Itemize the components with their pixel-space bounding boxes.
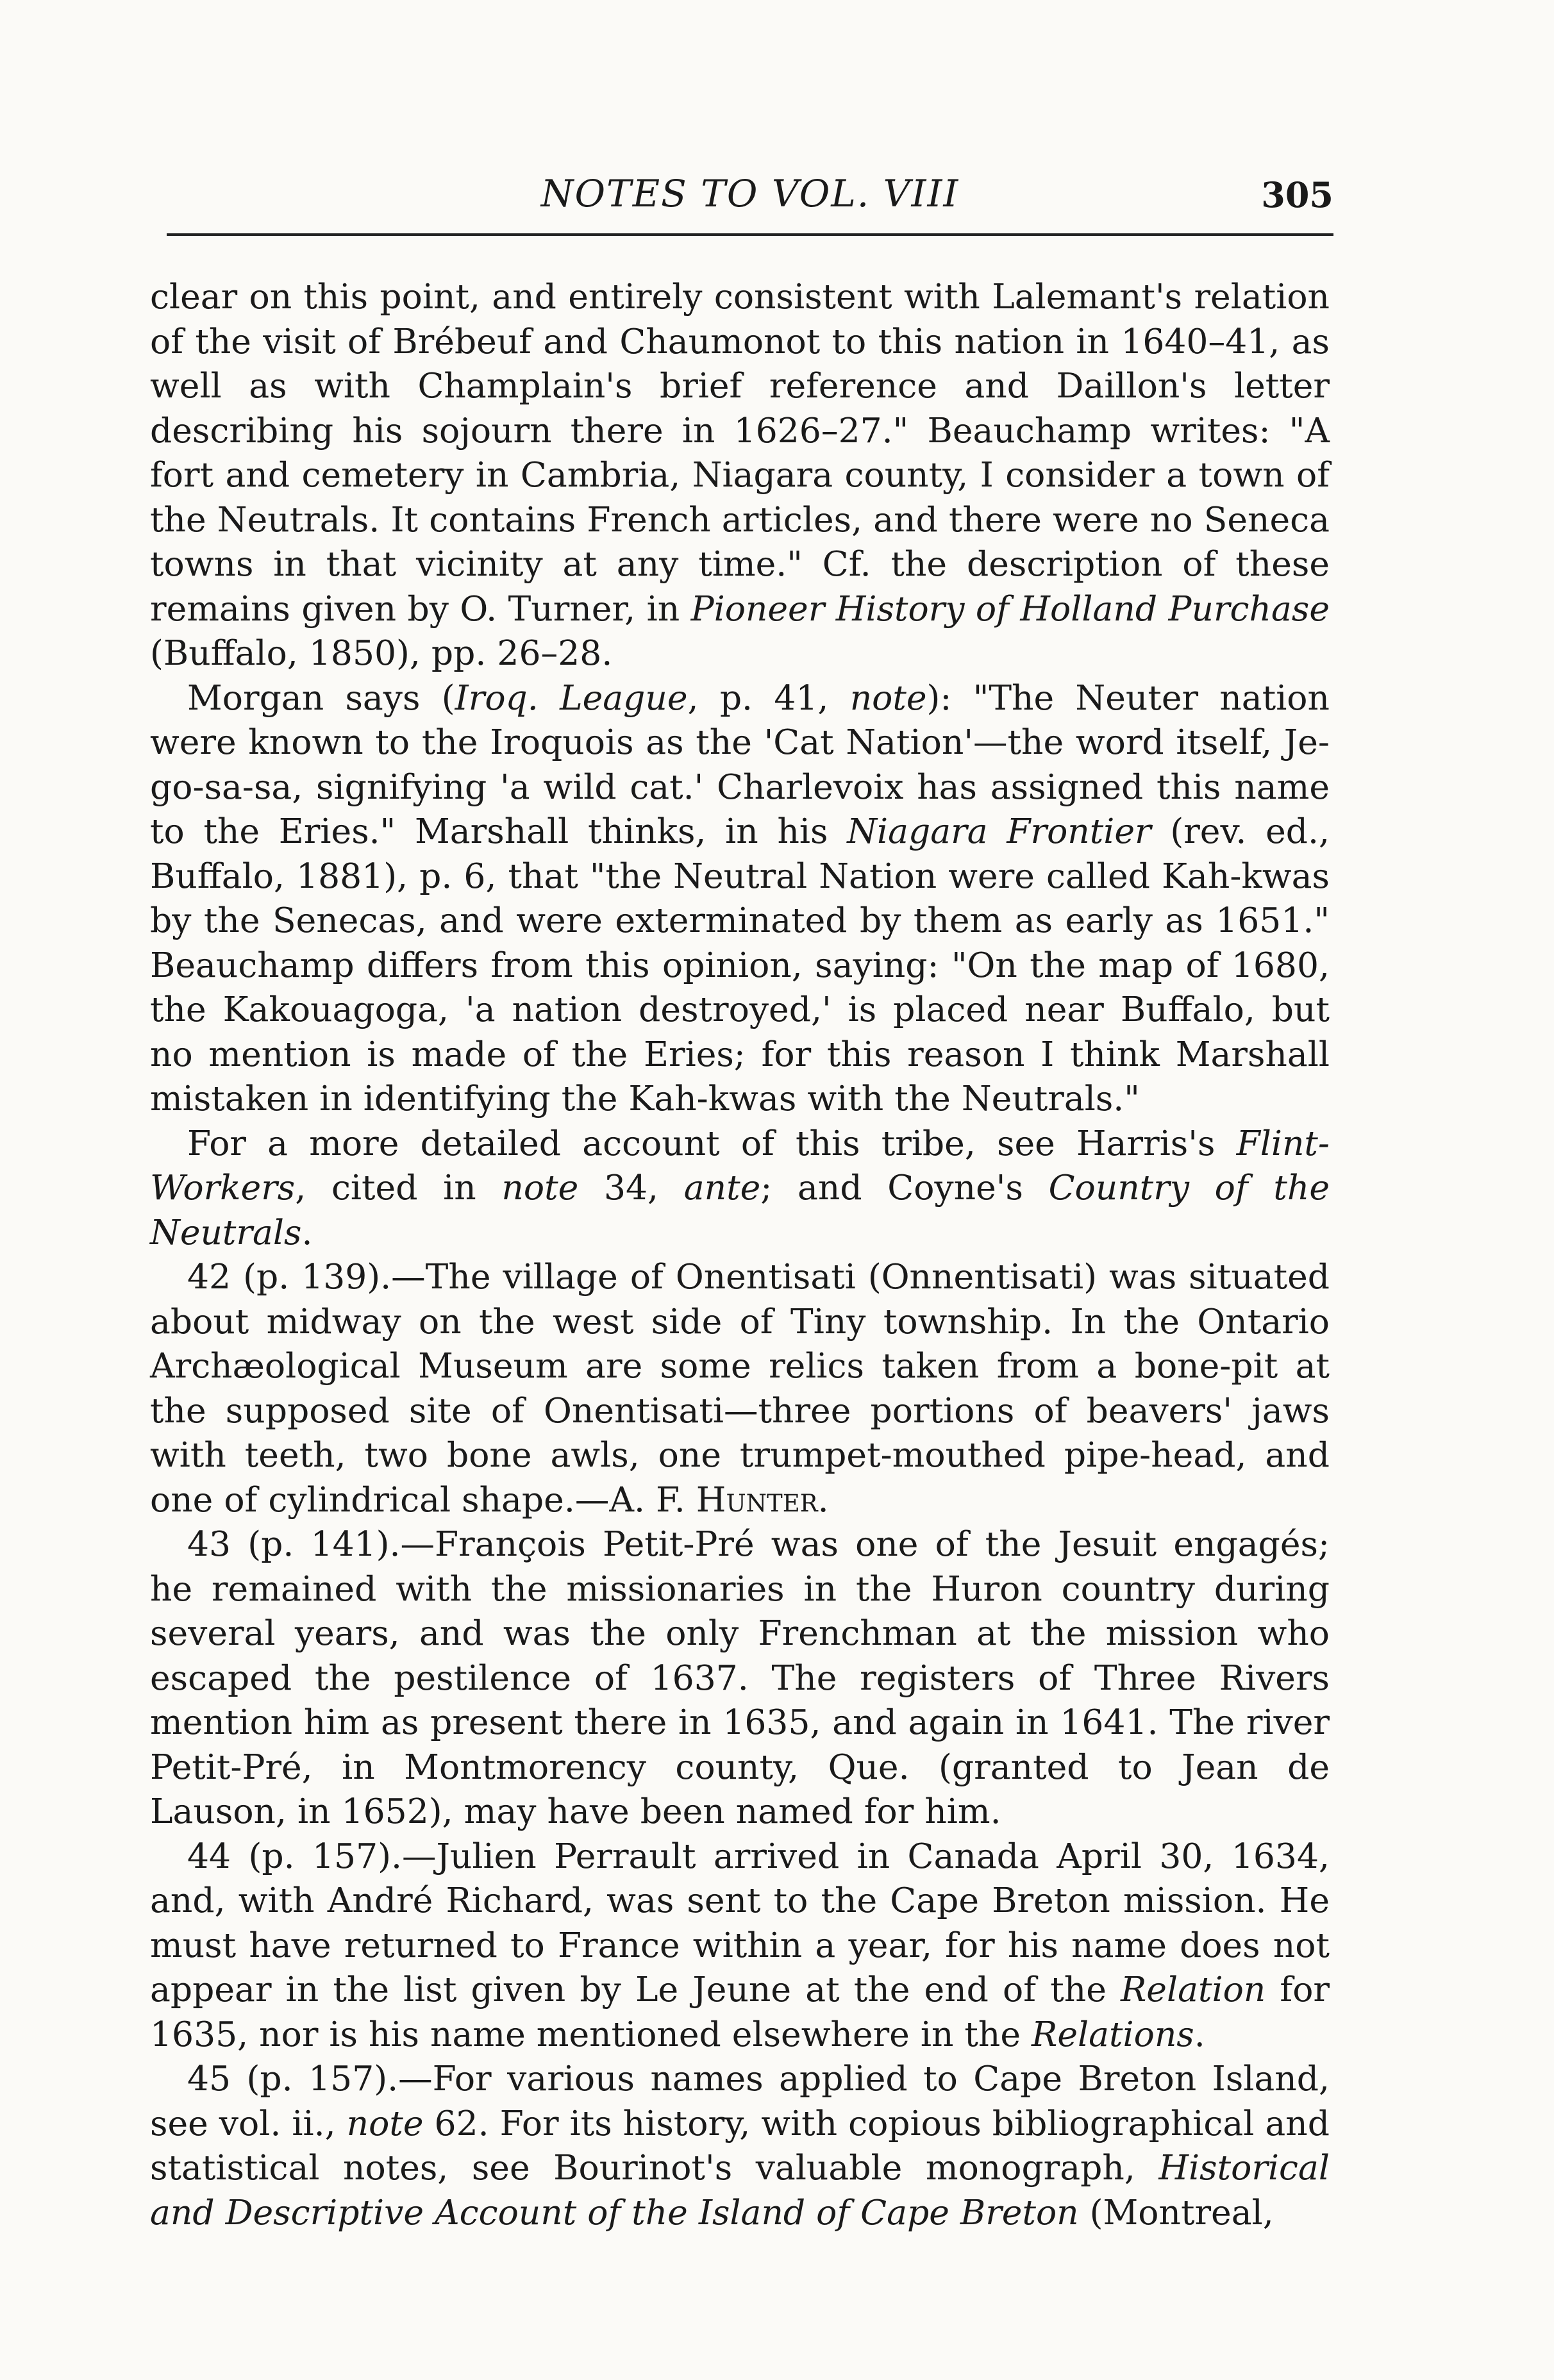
italic-text: Niagara Frontier [847,811,1151,851]
italic-text: note [849,677,927,718]
text-segment: clear on this point, and entirely consistent with Lalemant's relation of the visit of Brébeuf and Chaumonot to this nation in 1640–41, as well as with Champlain's brief reference and Daillon's letter describing his sojourn there in 1626–27." Beauchamp writes: "A fort and cemetery in Cambria, Niagara county, I consider a town of the Neutrals. It contains French articles, and there were no Seneca towns in that vicinity at any time." Cf. the description of these remains given by O. Turner, in [150,276,1330,629]
text-segment: 34, [578,1167,684,1208]
text-segment: 45 (p. 157).—For various names applied to Cape Breton Island, see vol. ii., [150,2058,1330,2143]
note-paragraph-p1 [150,274,1330,676]
italic-text: Pioneer History of Holland Purchase [690,588,1330,629]
text-segment: Morgan says ( [187,677,455,718]
italic-text: ante [683,1167,761,1208]
text-segment: , p. 41, [687,677,850,718]
note-paragraph-p2 [150,676,1330,1121]
text-segment: (Buffalo, 1850), pp. 26–28. [150,633,613,673]
italic-text: Flint-Workers [150,1122,1330,1208]
running-title: NOTES TO VOL. VIII [540,172,960,215]
italic-text: note [501,1167,579,1208]
header-rule [167,233,1333,236]
page-header [167,172,1333,229]
italic-text: Country of the Neutrals [150,1167,1330,1252]
italic-text: Relation [1121,1969,1266,2010]
text-segment: ; and Coyne's [760,1167,1049,1208]
text-segment: . [301,1211,313,1252]
text-segment: . [817,1479,829,1520]
text-segment: (rev. ed., Buffalo, 1881), p. 6, that "the Neutral Nation were called Kah-kwas by the Senecas, and were exterminated by them as early as 1651." Beauchamp differs from this opinion, saying: "On the map of 1680, the Kakouagoga, 'a nation destroyed,' is placed near Buffalo, but no mention is made of the Eries; for this reason I think Marshall mistaken in identifying the Kah-kwas with the Neutrals." [150,811,1330,1119]
italic-text: note [346,2102,424,2143]
note-paragraph-p7 [150,2056,1330,2234]
text-segment: 43 (p. 141).—François Petit-Pré was one of the Jesuit engagés; he remained with the missionaries in the Huron country during several years, and was the only Frenchman at the mission who escaped the pestilence of 1637. The registers of Three Rivers mention him as present there in 1635, and again in 1641. The river Petit-Pré, in Montmorency county, Que. (granted to Jean de Lauson, in 1652), may have been named for him. [150,1524,1330,1831]
text-segment: 62. For its history, with copious bibliographical and statistical notes, see Bourinot's valuable monograph, [150,2102,1330,2188]
italic-text: Historical and Descriptive Account of the Island of Cape Breton [150,2147,1330,2233]
italic-text: Relations [1032,2013,1194,2054]
text-segment: 42 (p. 139).—The village of Onentisati (Onnentisati) was situated about midway on the west side of Tiny township. In the Ontario Archæological Museum are some relics taken from a bone-pit at the supposed site of Onentisati—three portions of beavers' jaws with teeth, two bone awls, one trumpet-mouthed pipe-head, and one of cylindrical shape.—A. F. [150,1256,1330,1520]
text-segment: , cited in [295,1167,502,1208]
text-segment: ): "The Neuter nation were known to the Iroquois as the 'Cat Nation'—the word itself, Je-go-sa-sa, signifying 'a wild cat.' Charlevoix has assigned this name to the Eries." Marshall thinks, in his [150,677,1330,851]
page-number: 305 [1261,174,1333,215]
text-segment: . [1194,2013,1205,2054]
note-paragraph-p4 [150,1254,1330,1522]
text-segment: For a more detailed account of this tribe, see Harris's [187,1122,1237,1163]
italic-text: Iroq. League [455,677,688,718]
note-paragraph-p5 [150,1522,1330,1834]
note-paragraph-p3 [150,1121,1330,1255]
text-segment: (Montreal, [1078,2192,1274,2233]
text-segment: for 1635, nor is his name mentioned elsewhere in the [150,1969,1330,2054]
smallcaps-text: Hunter [696,1479,818,1520]
text-segment: 44 (p. 157).—Julien Perrault arrived in Canada April 30, 1634, and, with André Richard, was sent to the Cape Breton mission. He must have returned to France within a year, for his name does not appear in the list given by Le Jeune at the end of the [150,1835,1330,2010]
note-paragraph-p6 [150,1834,1330,2057]
notes-body [150,274,1330,2234]
